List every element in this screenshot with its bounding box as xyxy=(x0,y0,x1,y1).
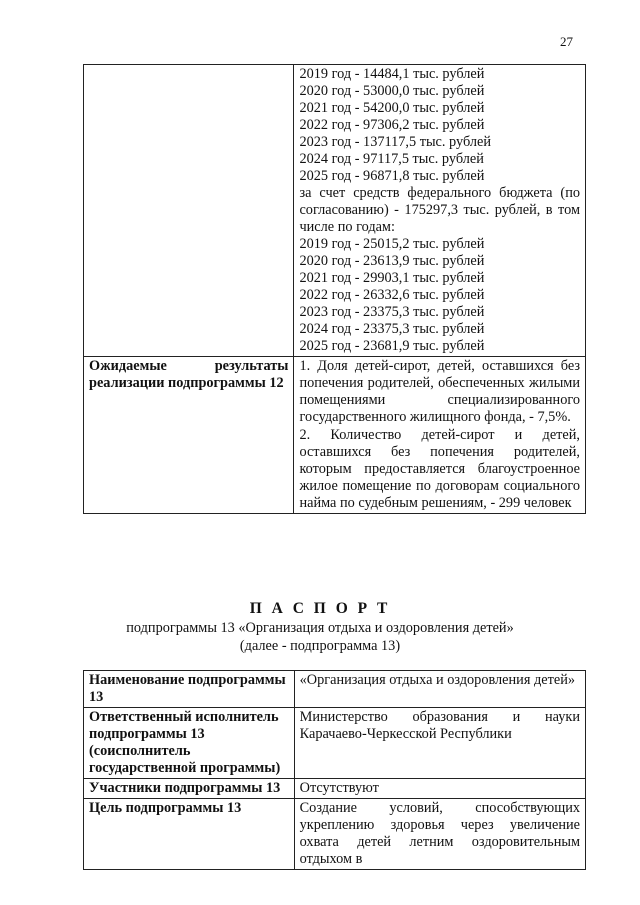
funding-line: 2021 год - 54200,0 тыс. рублей xyxy=(299,100,485,116)
row-label: Участники подпрограммы 13 xyxy=(84,779,295,799)
table-row xyxy=(84,671,586,708)
funding-cell xyxy=(294,65,586,357)
row-label: Наименование подпрограммы 13 xyxy=(84,671,295,708)
results-cell xyxy=(294,357,586,514)
passport-subtitle-note: (далее - подпрограмма 13) xyxy=(239,638,401,654)
funding-line: 2022 год - 26332,6 тыс. рублей xyxy=(299,287,485,303)
row-value: Отсутствуют xyxy=(294,779,585,799)
funding-table xyxy=(83,64,586,514)
funding-line: 2020 год - 23613,9 тыс. рублей xyxy=(299,253,485,269)
passport-table xyxy=(83,670,586,870)
funding-line: 2019 год - 25015,2 тыс. рублей xyxy=(299,236,485,252)
funding-line: 2021 год - 29903,1 тыс. рублей xyxy=(299,270,485,286)
funding-line: 2023 год - 23375,3 тыс. рублей xyxy=(299,304,485,320)
table-row xyxy=(84,799,586,870)
row-label: Ответственный исполнитель подпрограммы 13 (соисполнитель государственной программы) xyxy=(84,708,295,779)
federal-budget-intro: за счет средств федерального бюджета (по согласованию) - 175297,3 тыс. рублей, в том числе по годам: xyxy=(299,185,580,235)
empty-label-cell xyxy=(84,65,294,357)
funding-line: 2023 год - 137117,5 тыс. рублей xyxy=(299,134,492,150)
funding-line: 2022 год - 97306,2 тыс. рублей xyxy=(299,117,485,133)
row-label: Цель подпрограммы 13 xyxy=(84,799,295,870)
page-number: 27 xyxy=(560,34,573,49)
passport-title: П А С П О Р Т xyxy=(249,600,391,617)
row-value: Создание условий, способствующих укреплению здоровья через увеличение охвата детей летним оздоровительным отдыхом в xyxy=(294,799,585,870)
result-item: 1. Доля детей-сирот, детей, оставшихся без попечения родителей, обеспеченных жилыми помещениями специализированного государственного жилищного фонда, - 7,5%. xyxy=(299,358,580,425)
table-row xyxy=(84,65,586,357)
funding-line: 2025 год - 96871,8 тыс. рублей xyxy=(299,168,485,184)
table-row xyxy=(84,357,586,514)
row-value: «Организация отдыха и оздоровления детей» xyxy=(294,671,585,708)
funding-line: 2020 год - 53000,0 тыс. рублей xyxy=(299,83,485,99)
table-row xyxy=(84,708,586,779)
funding-line: 2024 год - 23375,3 тыс. рублей xyxy=(299,321,485,337)
funding-line: 2019 год - 14484,1 тыс. рублей xyxy=(299,66,485,82)
results-label: Ожидаемые результаты реализации подпрограммы 12 xyxy=(84,357,294,514)
row-value: Министерство образования и науки Карачаево-Черкесской Республики xyxy=(294,708,585,779)
table-row xyxy=(84,779,586,799)
funding-line: 2025 год - 23681,9 тыс. рублей xyxy=(299,338,485,354)
result-item: 2. Количество детей-сирот и детей, оставшихся без попечения родителей, которым предоставляется благоустроенное жилое помещение по договорам социального найма по судебным решениям, - 299 человек xyxy=(299,427,580,511)
passport-subtitle: подпрограммы 13 «Организация отдыха и оздоровления детей» xyxy=(126,620,514,636)
funding-line: 2024 год - 97117,5 тыс. рублей xyxy=(299,151,484,167)
